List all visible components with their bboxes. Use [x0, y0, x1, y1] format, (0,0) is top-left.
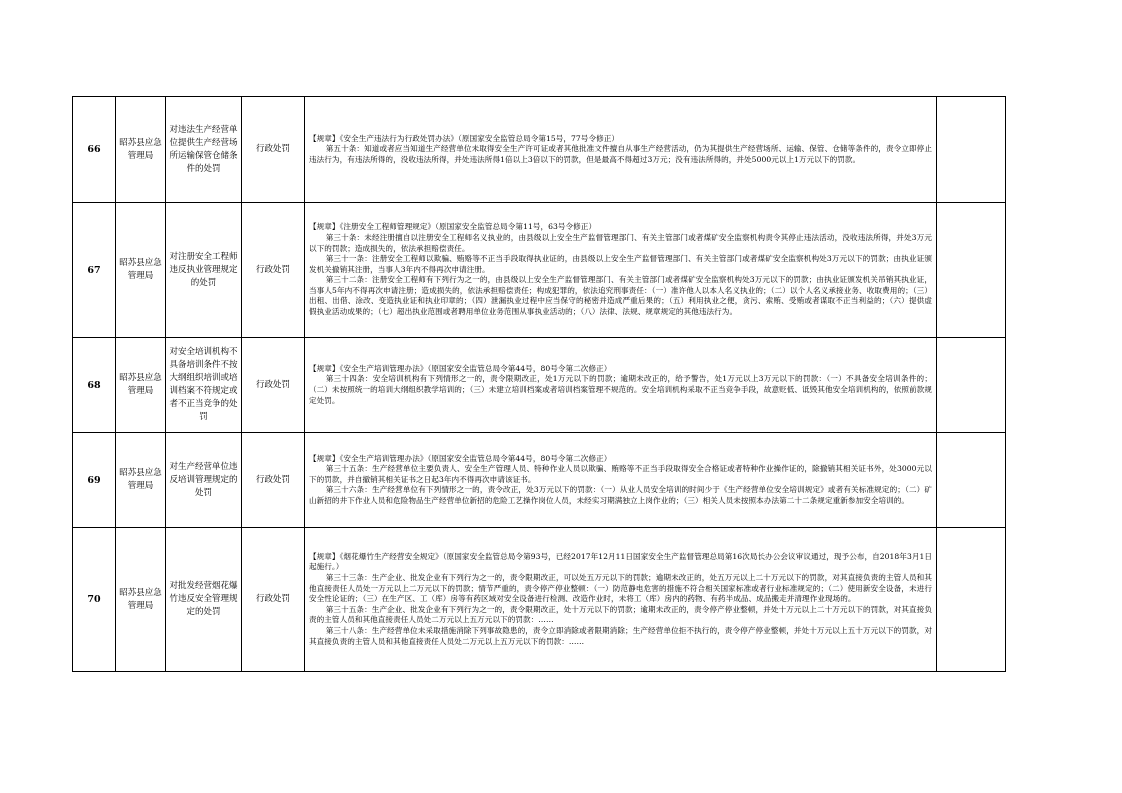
- basis-line: 【规章】《安全生产培训管理办法》（原国家安全监管总局令第44号，80号令第二次修正）: [309, 363, 612, 373]
- penalty-item: 对生产经营单位违反培训管理规定的处罚: [166, 433, 242, 528]
- table-row: [73, 97, 1006, 203]
- table-row: [73, 338, 1006, 433]
- basis-line: 第五十条：知道或者应当知道生产经营单位未取得安全生产许可证或者其他批准文件擅自从事生产经营活动，仍为其提供生产经营场所、运输、保管、仓储等条件的，责令立即停止违法行为，有违法所得的，没收违法所得，并处违法所得1倍以上3倍以下的罚款，但是最高不得超过3万元；没有违法所得的，并处5000元以上1万元以下的罚款。: [309, 144, 932, 164]
- remarks: [937, 97, 1006, 203]
- basis-line: 【规章】《安全生产培训管理办法》（原国家安全监管总局令第44号，80号令第二次修正）: [309, 453, 612, 463]
- basis-line: 第三十六条：生产经营单位有下列情形之一的，责令改正，处3万元以下的罚款：（一）从业人员安全培训的时间少于《生产经营单位安全培训规定》或者有关标准规定的；（二）矿山新招的井下作业人员和危险物品生产经营单位新招的危险工艺操作岗位人员，未经实习期满独立上岗作业的；（三）相关人员未按照本办法第二十二条规定重新参加安全培训的。: [309, 485, 932, 505]
- basis-line: 第三十五条：生产企业、批发企业有下列行为之一的，责令限期改正，处十万元以下的罚款；逾期未改正的，责令停产停业整顿，并处十万元以上二十万元以下的罚款，对其直接负责的主管人员和其他直接责任人员处二万元以上五万元以下的罚款：……: [309, 604, 932, 625]
- row-number: 66: [73, 97, 116, 203]
- row-number: 67: [73, 203, 116, 338]
- row-number: 69: [73, 433, 116, 528]
- basis-line: 第三十一条：注册安全工程师以欺骗、贿赂等不正当手段取得执业证的，由县级以上安全生产监督管理部门、有关主管部门或者煤矿安全监察机构处3万元以下的罚款；由执业证颁发机关撤销其注册，当事人3年内不得再次申请注册。: [309, 254, 932, 274]
- implementing-agency: 昭苏县应急管理局: [116, 203, 166, 338]
- legal-basis: [305, 528, 937, 672]
- basis-line: 第三十二条：注册安全工程师有下列行为之一的，由县级以上安全生产监督管理部门、有关主管部门或者煤矿安全监察机构处3万元以下的罚款；由执业证颁发机关吊销其执业证，当事人5年内不得再次申请注册；造成损失的，依法承担赔偿责任；构成犯罪的，依法追究刑事责任：（一）准许他人以本人名义执业的；（二）以个人名义承接业务、收取费用的；（三）出租、出借、涂改、变造执业证和执业印章的；（四）泄漏执业过程中应当保守的秘密并造成严重后果的；（五）利用执业之便，贪污、索贿、受贿或者谋取不正当利益的；（六）提供虚假执业活动成果的；（七）超出执业范围或者聘用单位业务范围从事执业活动的；（八）法律、法规、规章规定的其他违法行为。: [309, 275, 932, 317]
- implementing-agency: 昭苏县应急管理局: [116, 338, 166, 433]
- implementing-agency: 昭苏县应急管理局: [116, 97, 166, 203]
- legal-basis: [305, 203, 937, 338]
- row-number: 70: [73, 528, 116, 672]
- penalty-item: 对违法生产经营单位提供生产经营场所运输保管仓储条件的处罚: [166, 97, 242, 203]
- penalty-type: 行政处罚: [242, 338, 305, 433]
- basis-line: 第三十三条：生产企业、批发企业有下列行为之一的，责令限期改正，可以处五万元以下的罚款；逾期未改正的，处五万元以上二十万元以下的罚款，对其直接负责的主管人员和其他直接责任人员处一万元以上二万元以下的罚款；情节严重的，责令停产停业整顿：（一）防范静电危害的措施不符合相关国家标准或者行业标准规定的；（二）使用新安全设备，未进行安全性论证的；（三）在生产区、工（库）房等有药区域对安全设备进行检测、改造作业时，未将工（库）房内的药物、有药半成品、成品搬走并清理作业现场的。: [309, 573, 932, 604]
- basis-line: 【规章】《安全生产违法行为行政处罚办法》（原国家安全监管总局令第15号，77号令修正）: [309, 133, 620, 143]
- basis-line: 【规章】《烟花爆竹生产经营安全规定》（原国家安全监管总局令第93号，已经2017年12月11日国家安全生产监督管理总局第16次局长办公会议审议通过，现予公布，自2018年3月1日起施行。）: [309, 551, 932, 572]
- penalty-item: 对安全培训机构不具备培训条件不按大纲组织培训或培训档案不符规定或者不正当竞争的处罚: [166, 338, 242, 433]
- penalty-table: [72, 96, 1006, 672]
- basis-line: 第三十条：未经注册擅自以注册安全工程师名义执业的，由县级以上安全生产监督管理部门、有关主管部门或者煤矿安全监察机构责令其停止违法活动，没收违法所得，并处3万元以下的罚款；造成损失的，依法承担赔偿责任。: [309, 232, 932, 253]
- basis-line: 【规章】《注册安全工程师管理规定》（原国家安全监管总局令第11号，63号令修正）: [309, 222, 597, 232]
- table-row: [73, 433, 1006, 528]
- table-row: [73, 203, 1006, 338]
- basis-line: 第三十五条：生产经营单位主要负责人、安全生产管理人员、特种作业人员以欺骗、贿赂等不正当手段取得安全合格证或者特种作业操作证的，除撤销其相关证书外，处3000元以下的罚款，并自撤销其相关证书之日起3年内不得再次申请该证书。: [309, 464, 932, 484]
- implementing-agency: 昭苏县应急管理局: [116, 528, 166, 672]
- penalty-type: 行政处罚: [242, 97, 305, 203]
- legal-basis: [305, 97, 937, 203]
- basis-line: 第三十八条：生产经营单位未采取措施消除下列事故隐患的，责令立即消除或者限期消除；生产经营单位拒不执行的，责令停产停业整顿，并处十万元以上五十万元以下的罚款，对其直接负责的主管人员和其他直接责任人员处二万元以上五万元以下的罚款：……: [309, 625, 932, 646]
- remarks: [937, 528, 1006, 672]
- basis-line: 第三十四条：安全培训机构有下列情形之一的，责令限期改正，处1万元以下的罚款；逾期未改正的，给予警告，处1万元以上3万元以下的罚款：（一）不具备安全培训条件的；（二）未按照统一的培训大纲组织教学培训的；（三）未建立培训档案或者培训档案管理不规范的。安全培训机构采取不正当竞争手段，故意贬低、诋毁其他安全培训机构的，依照前款规定处罚。: [309, 374, 932, 405]
- remarks: [937, 433, 1006, 528]
- remarks: [937, 203, 1006, 338]
- penalty-item: 对批发经营烟花爆竹违反安全管理规定的处罚: [166, 528, 242, 672]
- penalty-type: 行政处罚: [242, 528, 305, 672]
- legal-basis: [305, 433, 937, 528]
- table-row: [73, 528, 1006, 672]
- penalty-item: 对注册安全工程师违反执业管理规定的处罚: [166, 203, 242, 338]
- penalty-type: 行政处罚: [242, 433, 305, 528]
- penalty-type: 行政处罚: [242, 203, 305, 338]
- table-body: [73, 97, 1006, 672]
- implementing-agency: 昭苏县应急管理局: [116, 433, 166, 528]
- remarks: [937, 338, 1006, 433]
- row-number: 68: [73, 338, 116, 433]
- legal-basis: [305, 338, 937, 433]
